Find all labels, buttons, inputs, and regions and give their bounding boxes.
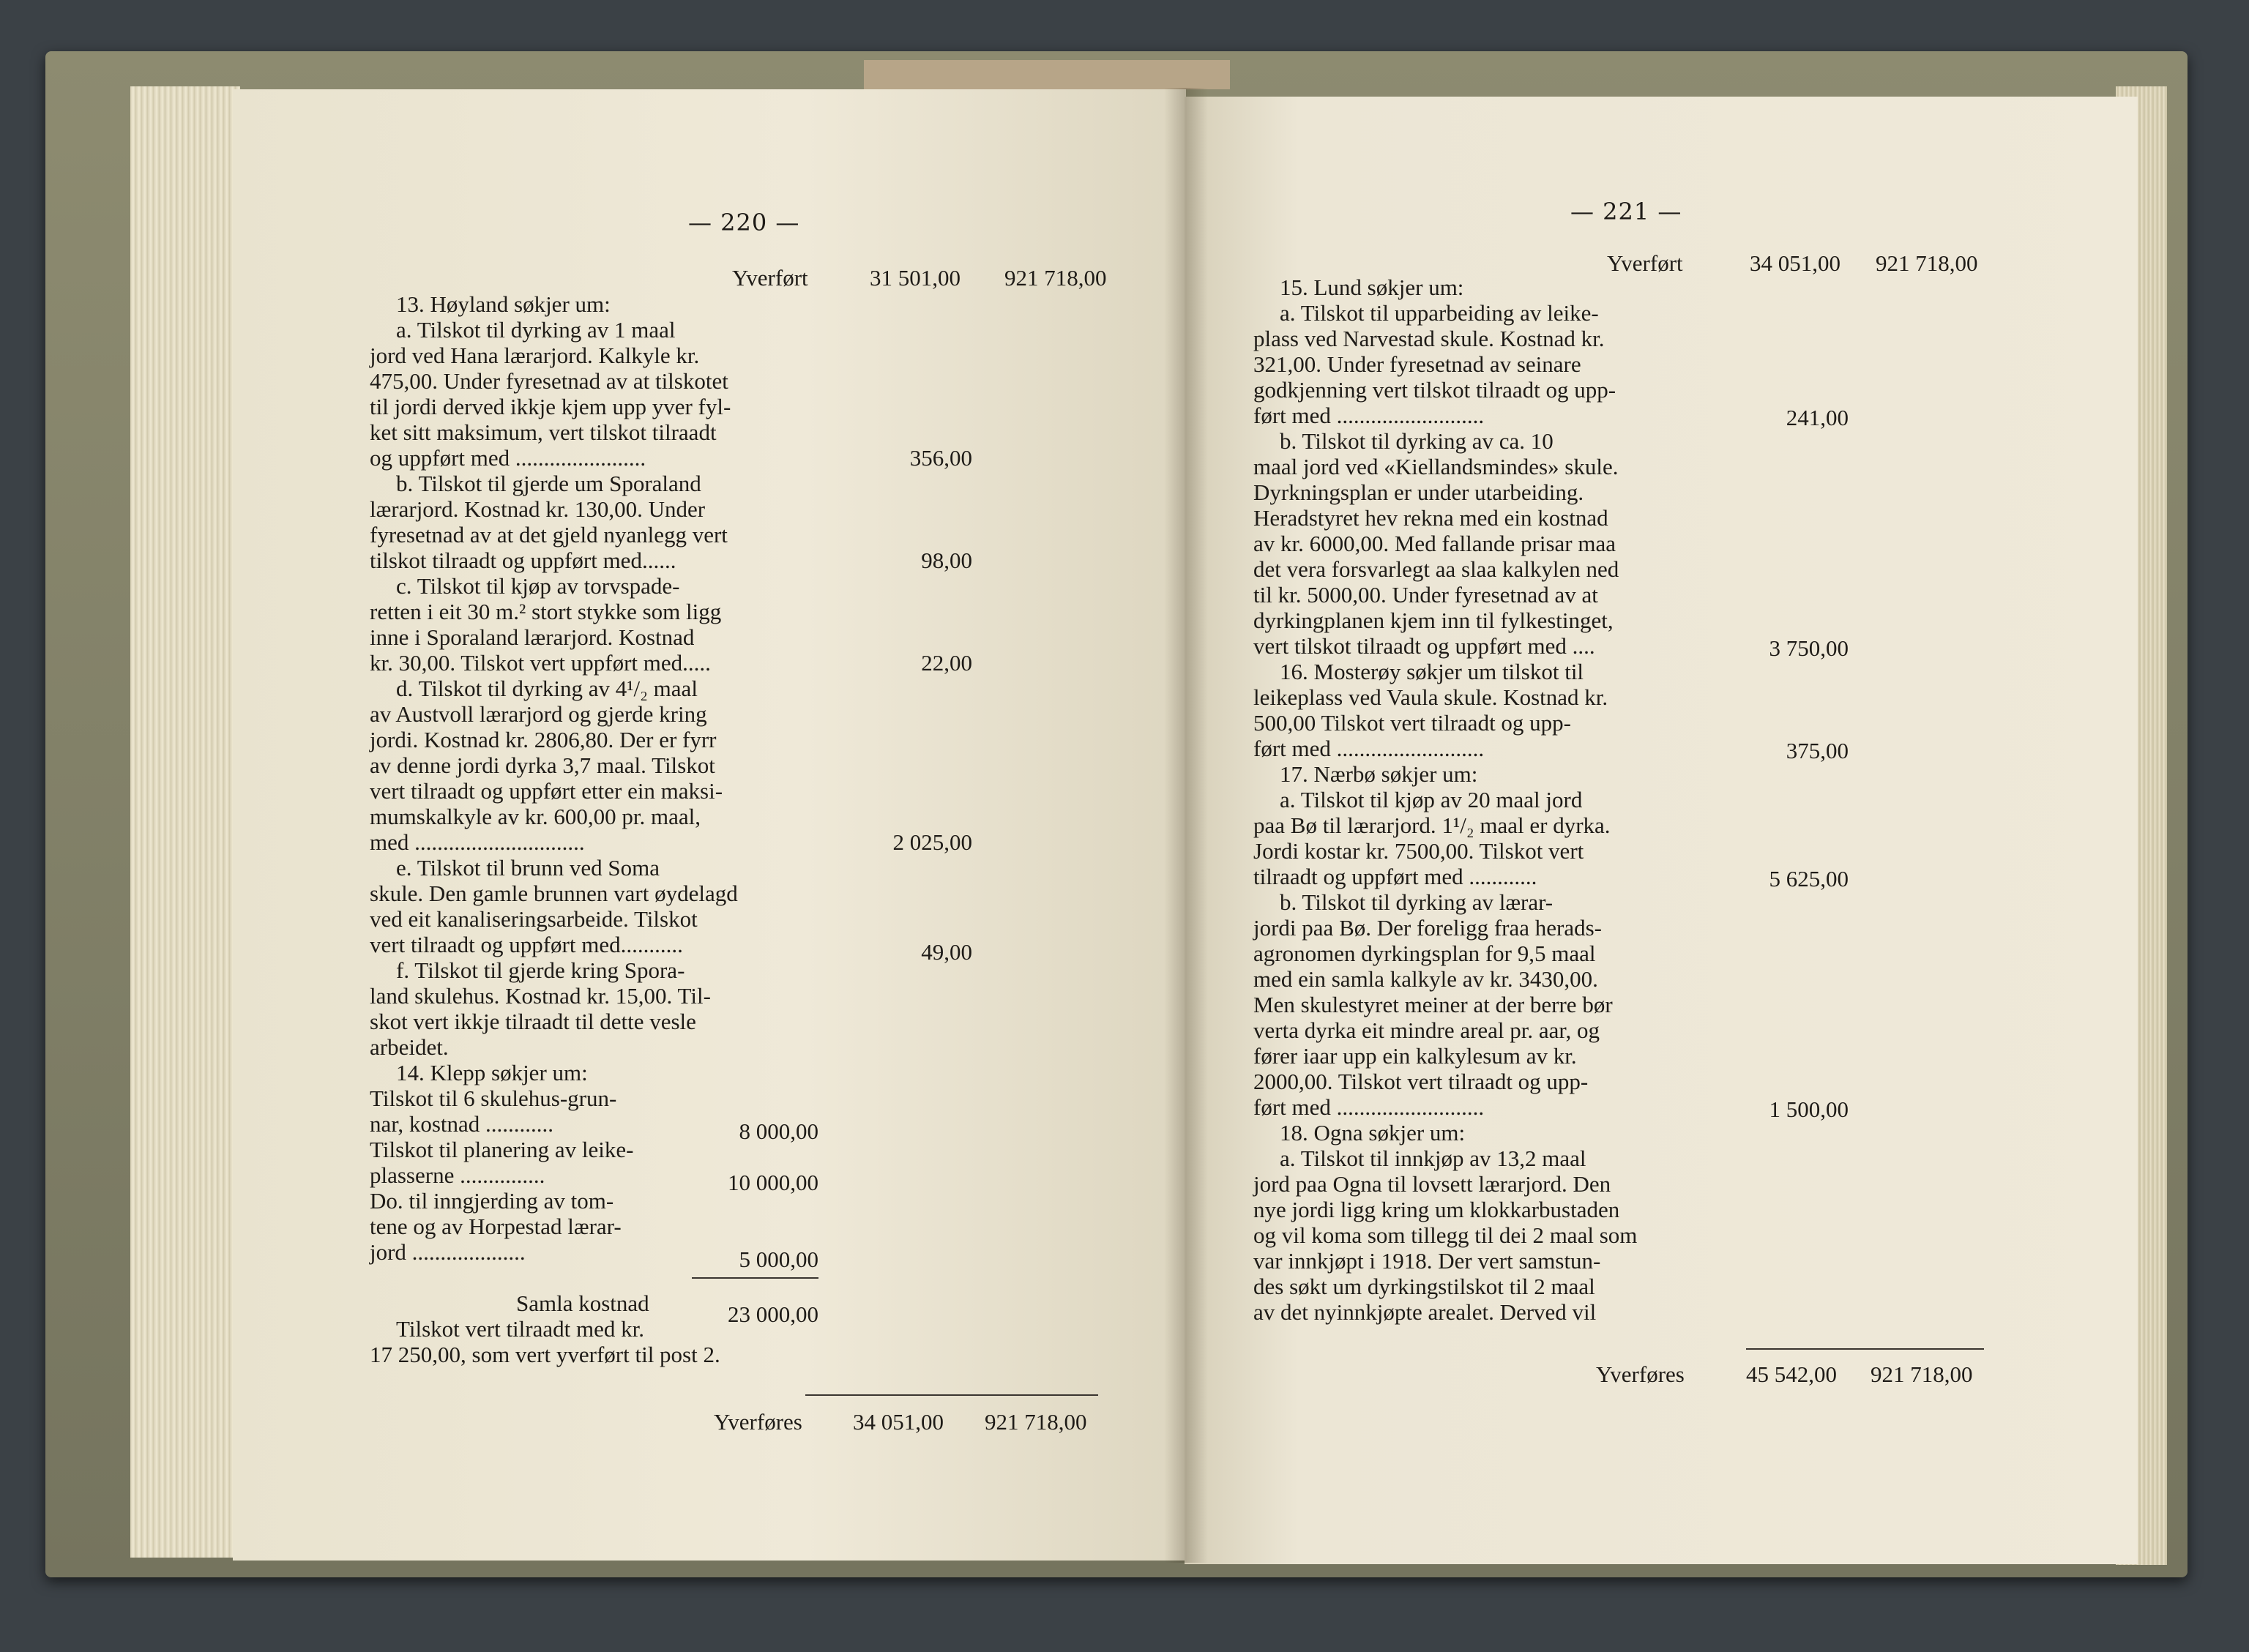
right-carry-in-label: Yverført bbox=[1607, 250, 1683, 276]
text-line: var innkjøpt i 1918. Der vert samstun- bbox=[1253, 1248, 1601, 1274]
text-line: Dyrkningsplan er under utarbeiding. bbox=[1253, 479, 1584, 505]
text-line: kr. 30,00. Tilskot vert uppført med..... bbox=[370, 650, 711, 676]
text-line: ført med .......................... bbox=[1253, 736, 1485, 761]
text-line: ved eit kanaliseringsarbeide. Tilskot bbox=[370, 906, 698, 932]
text-line: jord paa Ogna til lovsett lærarjord. Den bbox=[1253, 1171, 1611, 1197]
text-line: verta dyrka eit mindre areal pr. aar, og bbox=[1253, 1017, 1600, 1043]
text-line: tene og av Horpestad lærar- bbox=[370, 1214, 622, 1239]
text-line: 15. Lund søkjer um: bbox=[1280, 274, 1464, 300]
text-line: mumskalkyle av kr. 600,00 pr. maal, bbox=[370, 804, 701, 829]
text-line: det vera forsvarlegt aa slaa kalkylen ned bbox=[1253, 556, 1619, 582]
right-carry-out-col1: 45 542,00 bbox=[1746, 1361, 1837, 1387]
klepp-total: 23 000,00 bbox=[728, 1301, 818, 1327]
text-line: b. Tilskot til gjerde um Sporaland bbox=[396, 471, 701, 496]
amount-13a: 356,00 bbox=[909, 445, 972, 471]
text-line: arbeidet. bbox=[370, 1034, 449, 1060]
gutter-shadow bbox=[1164, 88, 1208, 1563]
text-line: 321,00. Under fyresetnad av seinare bbox=[1253, 351, 1581, 377]
amount-15b: 3 750,00 bbox=[1769, 635, 1849, 661]
text-line: Tilskot til planering av leike- bbox=[370, 1137, 634, 1162]
spine-band bbox=[864, 60, 1230, 89]
text-line: a. Tilskot til dyrking av 1 maal bbox=[396, 317, 676, 343]
text-line: dyrkingplanen kjem inn til fylkestinget, bbox=[1253, 608, 1614, 633]
text-line: Jordi kostar kr. 7500,00. Tilskot vert bbox=[1253, 838, 1584, 864]
text-line: maal jord ved «Kiellandsmindes» skule. bbox=[1253, 454, 1619, 479]
text-line: fører iaar upp ein kalkylesum av kr. bbox=[1253, 1043, 1577, 1069]
left-carry-out-label: Yverføres bbox=[714, 1409, 802, 1435]
right-carry-out-label: Yverføres bbox=[1596, 1361, 1685, 1387]
text-line: til kr. 5000,00. Under fyresetnad av at bbox=[1253, 582, 1598, 608]
left-page-number: — 220 — bbox=[688, 209, 800, 236]
text-line: av kr. 6000,00. Med fallande prisar maa bbox=[1253, 531, 1616, 556]
text-line: Tilskot vert tilraadt med kr. bbox=[396, 1316, 644, 1342]
amount-16: 375,00 bbox=[1786, 738, 1849, 763]
left-carry-out-col2: 921 718,00 bbox=[985, 1409, 1087, 1435]
text-line: nar, kostnad ............ bbox=[370, 1111, 554, 1137]
text-line: Men skulestyret meiner at der berre bør bbox=[1253, 992, 1613, 1017]
text-line: jord ved Hana lærarjord. Kalkyle kr. bbox=[370, 343, 700, 368]
text-line: jord .................... bbox=[370, 1239, 526, 1265]
amount-13c: 22,00 bbox=[921, 650, 972, 676]
text-line: plasserne ............... bbox=[370, 1162, 545, 1188]
amount-13d: 2 025,00 bbox=[892, 829, 972, 855]
text-line: 16. Mosterøy søkjer um tilskot til bbox=[1280, 659, 1584, 684]
left-carry-out-col1: 34 051,00 bbox=[853, 1409, 944, 1435]
left-carry-out-rule bbox=[805, 1394, 1098, 1396]
amount-13e: 49,00 bbox=[921, 939, 972, 965]
text-line: a. Tilskot til innkjøp av 13,2 maal bbox=[1280, 1145, 1586, 1171]
text-line: 17 250,00, som vert yverført til post 2. bbox=[370, 1342, 720, 1367]
text-line: 13. Høyland søkjer um: bbox=[396, 291, 611, 317]
amount-17b: 1 500,00 bbox=[1769, 1096, 1849, 1122]
text-line: b. Tilskot til dyrking av lærar- bbox=[1280, 889, 1554, 915]
klepp-sum-rule bbox=[692, 1277, 818, 1279]
text-line: lærarjord. Kostnad kr. 130,00. Under bbox=[370, 496, 706, 522]
text-line: 14. Klepp søkjer um: bbox=[396, 1060, 588, 1085]
text-line: av denne jordi dyrka 3,7 maal. Tilskot bbox=[370, 752, 715, 778]
text-line: retten i eit 30 m.² stort stykke som ligg bbox=[370, 599, 722, 624]
text-line: tilraadt og uppført med ............ bbox=[1253, 864, 1537, 889]
text-line: e. Tilskot til brunn ved Soma bbox=[396, 855, 660, 881]
text-line: 18. Ogna søkjer um: bbox=[1280, 1120, 1466, 1145]
left-carry-in-col2: 921 718,00 bbox=[1004, 265, 1107, 291]
text-line: d. Tilskot til dyrking av 4¹/₂ maal bbox=[396, 676, 698, 701]
text-line: tilskot tilraadt og uppført med...... bbox=[370, 547, 676, 573]
text-line: a. Tilskot til upparbeiding av leike- bbox=[1280, 300, 1599, 326]
text-line: Heradstyret hev rekna med ein kostnad bbox=[1253, 505, 1608, 531]
amount-17a: 5 625,00 bbox=[1769, 866, 1849, 892]
text-line: c. Tilskot til kjøp av torvspade- bbox=[396, 573, 680, 599]
left-carry-in-col1: 31 501,00 bbox=[870, 265, 961, 291]
text-line: a. Tilskot til kjøp av 20 maal jord bbox=[1280, 787, 1583, 812]
text-line: paa Bø til lærarjord. 1¹/₂ maal er dyrka. bbox=[1253, 812, 1611, 838]
text-line: fyresetnad av at det gjeld nyanlegg vert bbox=[370, 522, 728, 547]
text-line: vert tilraadt og uppført med........... bbox=[370, 932, 683, 957]
left-carry-in-label: Yverført bbox=[732, 265, 808, 291]
text-line: Tilskot til 6 skulehus-grun- bbox=[370, 1085, 617, 1111]
amount-13b: 98,00 bbox=[921, 547, 972, 573]
text-line: vert tilskot tilraadt og uppført med .... bbox=[1253, 633, 1595, 659]
text-line: 17. Nærbø søkjer um: bbox=[1280, 761, 1478, 787]
right-page-number: — 221 — bbox=[1570, 198, 1682, 225]
text-line: Samla kostnad bbox=[516, 1290, 649, 1316]
text-line: av Austvoll lærarjord og gjerde kring bbox=[370, 701, 707, 727]
right-page-body bbox=[1253, 274, 1707, 1325]
text-line: plass ved Narvestad skule. Kostnad kr. bbox=[1253, 326, 1605, 351]
text-line: og uppført med ....................... bbox=[370, 445, 646, 471]
text-line: med ein samla kalkyle av kr. 3430,00. bbox=[1253, 966, 1598, 992]
text-line: av det nyinnkjøpte arealet. Derved vil bbox=[1253, 1299, 1597, 1325]
text-line: des søkt um dyrkingstilskot til 2 maal bbox=[1253, 1274, 1595, 1299]
text-line: inne i Sporaland lærarjord. Kostnad bbox=[370, 624, 695, 650]
text-line: land skulehus. Kostnad kr. 15,00. Til- bbox=[370, 983, 711, 1009]
page-edges-left bbox=[130, 86, 240, 1558]
text-line: ket sitt maksimum, vert tilskot tilraadt bbox=[370, 419, 717, 445]
text-line: godkjenning vert tilskot tilraadt og upp- bbox=[1253, 377, 1616, 403]
right-carry-out-rule bbox=[1746, 1348, 1984, 1350]
text-line: b. Tilskot til dyrking av ca. 10 bbox=[1280, 428, 1554, 454]
text-line: til jordi derved ikkje kjem upp yver fyl- bbox=[370, 394, 731, 419]
klepp-cost-2: 10 000,00 bbox=[728, 1170, 818, 1195]
text-line: 475,00. Under fyresetnad av at tilskotet bbox=[370, 368, 728, 394]
text-line: 500,00 Tilskot vert tilraadt og upp- bbox=[1253, 710, 1571, 736]
text-line: jordi paa Bø. Der foreligg fraa herads- bbox=[1253, 915, 1602, 941]
text-line: jordi. Kostnad kr. 2806,80. Der er fyrr bbox=[370, 727, 717, 752]
text-line: 2000,00. Tilskot vert tilraadt og upp- bbox=[1253, 1069, 1589, 1094]
text-line: og vil koma som tillegg til dei 2 maal som bbox=[1253, 1222, 1638, 1248]
right-carry-in-col2: 921 718,00 bbox=[1876, 250, 1978, 276]
text-line: vert tilraadt og uppført etter ein maksi- bbox=[370, 778, 723, 804]
text-line: skule. Den gamle brunnen vart øydelagd bbox=[370, 881, 738, 906]
left-page-body bbox=[370, 291, 824, 1367]
text-line: ført med .......................... bbox=[1253, 403, 1485, 428]
text-line: leikeplass ved Vaula skule. Kostnad kr. bbox=[1253, 684, 1608, 710]
text-line: f. Tilskot til gjerde kring Spora- bbox=[396, 957, 685, 983]
text-line: ført med .......................... bbox=[1253, 1094, 1485, 1120]
text-line: skot vert ikkje tilraadt til dette vesle bbox=[370, 1009, 696, 1034]
right-carry-out-col2: 921 718,00 bbox=[1871, 1361, 1973, 1387]
text-line: Do. til inngjerding av tom- bbox=[370, 1188, 614, 1214]
text-line: med .............................. bbox=[370, 829, 585, 855]
klepp-cost-1: 8 000,00 bbox=[739, 1118, 818, 1144]
right-carry-in-col1: 34 051,00 bbox=[1750, 250, 1840, 276]
text-line: nye jordi ligg kring um klokkarbustaden bbox=[1253, 1197, 1620, 1222]
amount-15a: 241,00 bbox=[1786, 405, 1849, 430]
text-line: agronomen dyrkingsplan for 9,5 maal bbox=[1253, 941, 1596, 966]
klepp-cost-3: 5 000,00 bbox=[739, 1247, 818, 1272]
